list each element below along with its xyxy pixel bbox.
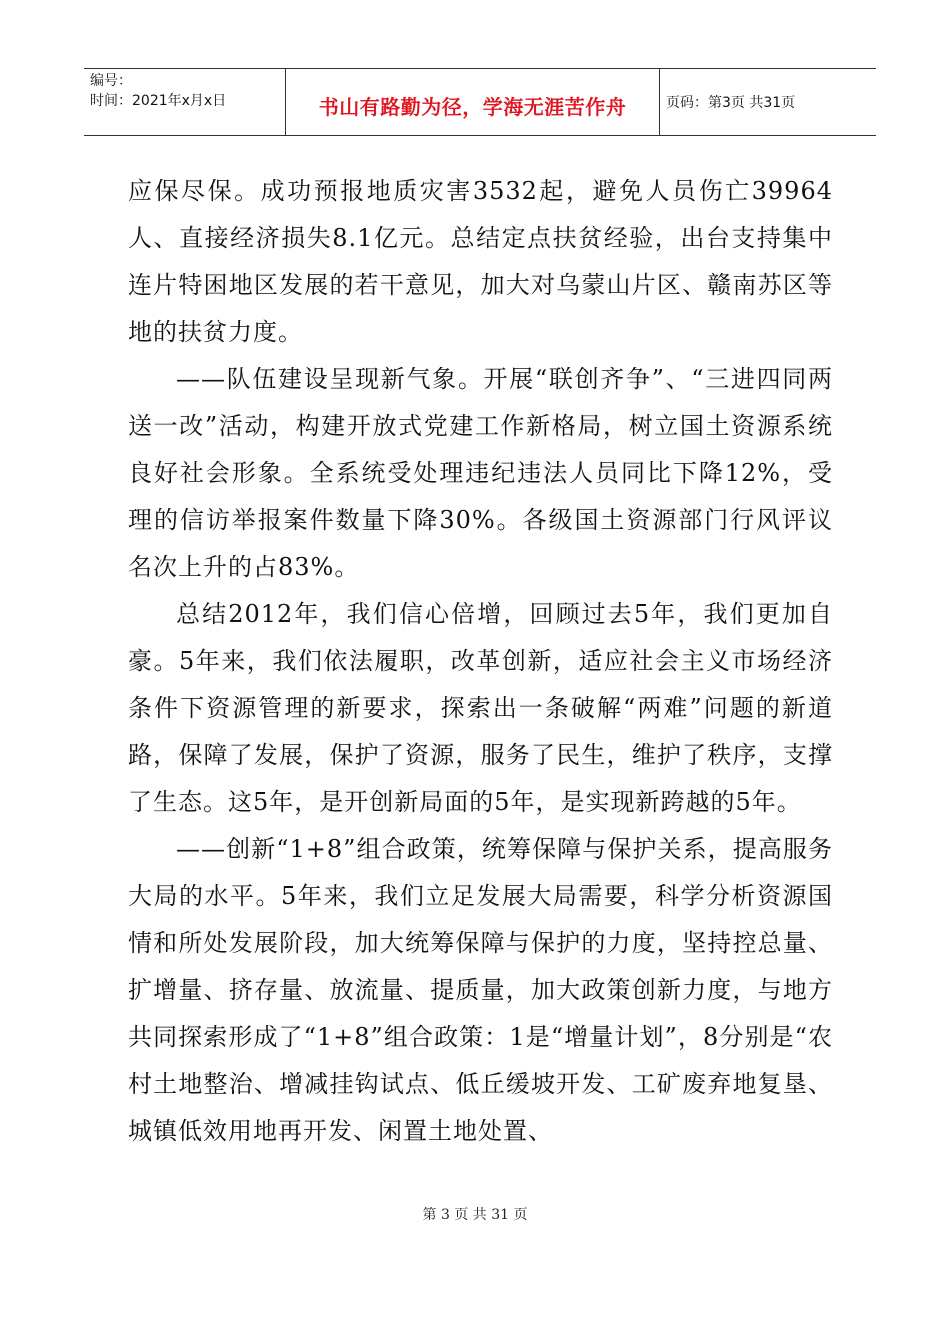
body-paragraph: ——队伍建设呈现新气象。开展“联创齐争”、“三进四同两送一改”活动，构建开放式党建工作新格局，树立国土资源系统良好社会形象。全系统受处理违纪违法人员同比下降12%，受理的信访举报案件数量下降30%。各级国土资源部门行风评议名次上升的占83%。 — [128, 365, 833, 581]
header-meta — [84, 69, 286, 135]
header-motto: 书山有路勤为径，学海无涯苦作舟 — [318, 94, 627, 119]
document-body — [128, 168, 833, 1155]
body-paragraph: 应保尽保。成功预报地质灾害3532起，避免人员伤亡39964人、直接经济损失8.1亿元。总结定点扶贫经验，出台支持集中连片特困地区发展的若干意见，加大对乌蒙山片区、赣南苏区等地的扶贫力度。 — [128, 177, 833, 346]
page-footer — [0, 1204, 950, 1224]
header-page-info: 页码：第3页 共31页 — [666, 95, 796, 111]
header-motto-cell — [286, 69, 660, 135]
document-number-label: 编号： — [90, 73, 132, 89]
document-time-label: 时间：2021年x月x日 — [90, 93, 227, 109]
body-paragraph: 总结2012年，我们信心倍增，回顾过去5年，我们更加自豪。5年来，我们依法履职，改革创新，适应社会主义市场经济条件下资源管理的新要求，探索出一条破解“两难”问题的新道路，保障了发展，保护了资源，服务了民生，维护了秩序，支撑了生态。这5年，是开创新局面的5年，是实现新跨越的5年。 — [128, 600, 833, 816]
page-header — [84, 68, 876, 136]
header-page-info-cell — [660, 69, 876, 135]
footer-page-number: 第 3 页 共 31 页 — [422, 1207, 528, 1223]
body-paragraph: ——创新“1+8”组合政策，统筹保障与保护关系，提高服务大局的水平。5年来，我们立足发展大局需要，科学分析资源国情和所处发展阶段，加大统筹保障与保护的力度，坚持控总量、扩增量、挤存量、放流量、提质量，加大政策创新力度，与地方共同探索形成了“1+8”组合政策：1是“增量计划”，8分别是“农村土地整治、增减挂钩试点、低丘缓坡开发、工矿废弃地复垦、城镇低效用地再开发、闲置土地处置、 — [128, 835, 833, 1145]
